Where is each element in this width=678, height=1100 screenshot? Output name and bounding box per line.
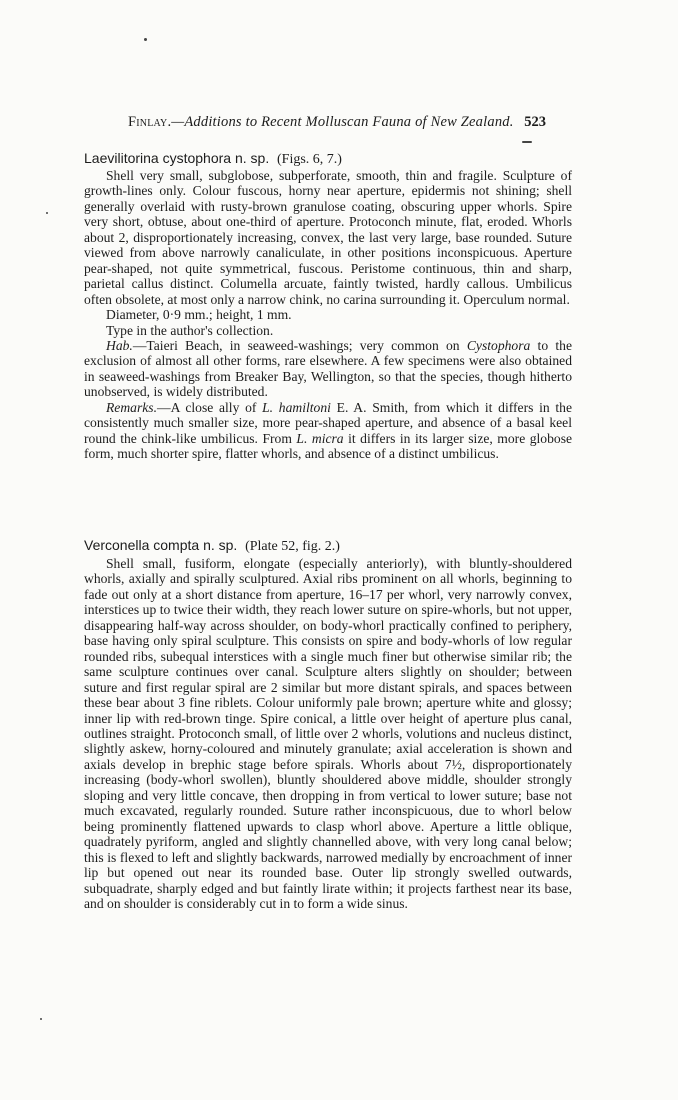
habitat-text-cont: to the exclusion of almost all other forms, rare elsewhere. A few specimens were also obtained in seaweed-washings from Breaker Bay, Wellington, so that the species, though hitherto unobserved, is widely distributed. [84,337,572,400]
species-heading-verconella [84,537,340,555]
species-heading-laevilitorina [84,150,342,168]
dimensions-paragraph: Diameter, 0·9 mm.; height, 1 mm. [106,307,292,323]
running-title [128,114,514,131]
description-paragraph: Shell very small, subglobose, subperforate, smooth, thin and fragile. Sculpture of growth-lines only. Colour fuscous, horny near aperture, epidermis not shining; shell generally overlaid with rusty-brown granulose coating, obscuring upper whorls. Spire very short, obtuse, about one-third of aperture. Protoconch minute, flat, eroded. Whorls about 2, disproportionately increasing, convex, the last very large, base rounded. Suture viewed from above narrowly canaliculate, in other positions inconspicuous. Aperture pear-shaped, not quite symmetrical, fuscous. Peristome continuous, thin and sharp, parietal callus distinct. Columella arcuate, faintly twisted, hardly callous. Umbilicus often obsolete, at most only a narrow chink, no carina surrounding it. Operculum normal. [84,168,572,307]
species-description-laevilitorina [84,168,572,462]
habitat-label: Hab. [106,337,133,353]
running-header [128,114,546,131]
habitat-text: —Taieri Beach, in seaweed-washings; very common on [132,337,467,353]
remarks-species-ref: L. hamiltoni [262,399,331,415]
print-speck [144,38,147,41]
remarks-text-3: it differs in its larger size, more globose form, much shorter spire, flatter whorls, and absence of a distinct umbilicus. [84,430,573,462]
article-title: —Additions to Recent Molluscan Fauna of New Zealand. [171,114,514,130]
remarks-text-2: E. A. Smith, from which it differs in the consistently much smaller size, more pear-shaped aperture, and absence of a basal keel round the chink-like umbilicus. From [84,399,573,446]
print-speck [40,1018,42,1020]
remarks-species-ref-2: L. micra [296,430,344,446]
author-name: Finlay. [128,114,172,130]
remarks-paragraph [84,400,572,462]
remarks-text: —A close ally of [156,399,263,415]
print-speck [46,212,48,214]
print-speck [522,141,532,143]
habitat-genus: Cystophora [466,337,531,353]
type-paragraph: Type in the author's collection. [106,322,274,338]
figure-reference: (Figs. 6, 7.) [277,152,342,167]
page-number: 523 [524,114,546,130]
habitat-paragraph [84,338,572,400]
remarks-label: Remarks. [106,399,157,415]
species-name: Verconella compta n. sp. [84,537,238,553]
species-description-verconella [84,556,572,911]
species-name: Laevilitorina cystophora n. sp. [84,150,270,166]
description-paragraph: Shell small, fusiform, elongate (especially anteriorly), with bluntly-shouldered whorls, axially and spirally sculptured. Axial ribs prominent on all whorls, beginning to fade out only at a short distance from aperture, 16–17 per whorl, very narrowly convex, interstices up to twice their width, they reach lower suture on spire-whorls, but not upper, disappearing half-way across shoulder, on body-whorl practically confined to periphery, base having only spiral sculpture. This consists on spire and body-whorls of low regular rounded ribs, subequal interstices with a single much finer but otherwise similar rib; the same sculpture continues over canal. Sculpture alters slightly on shoulder; between suture and first regular spiral are 2 similar but more distant spirals, and spaces between these bear about 3 fine riblets. Colour uniformly pale brown; aperture white and glossy; inner lip with red-brown tinge. Spire conical, a little over height of aperture plus canal, outlines straight. Protoconch small, of little over 2 whorls, volutions and nucleus distinct, slightly askew, horny-coloured and minutely granulate; axial acceleration is shown and axials develop in brephic stage before spirals. Whorls about 7½, disproportionately increasing (body-whorl swollen), bluntly shouldered above middle, shoulder strongly sloping and very little concave, then dropping in from vertical to lower suture; base not much excavated, regularly rounded. Suture rather inconspicuous, due to whorl below being prominently flattened upwards to clasp whorl above. Aperture a little oblique, quadrately pyriform, angled and slightly channelled above, with very long canal below; this is flexed to left and slightly backwards, narrowed medially by encroachment of inner lip but opened out near its rounded base. Outer lip strongly swelled outwards, subquadrate, sharply edged and but faintly lirate within; it projects farthest near its base, and on shoulder is considerably cut in to form a wide sinus. [84,556,572,911]
figure-reference: (Plate 52, fig. 2.) [245,539,340,554]
